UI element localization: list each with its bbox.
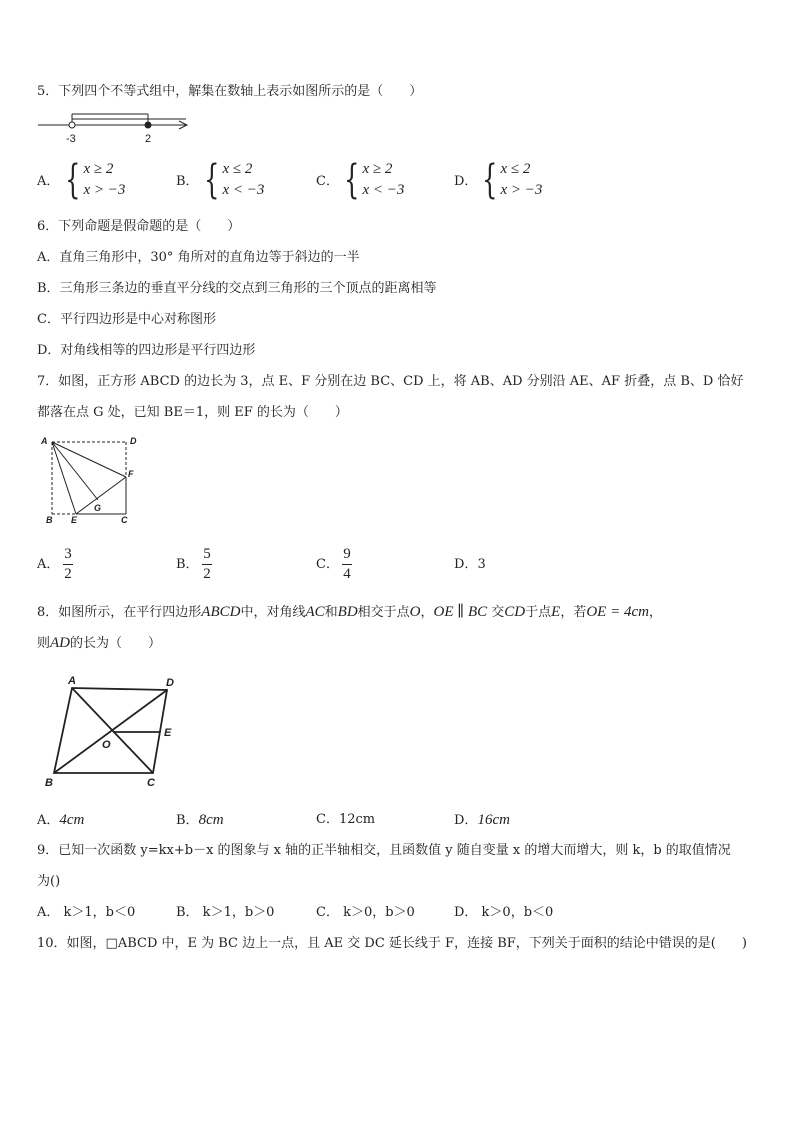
svg-text:D: D: [130, 436, 137, 446]
svg-text:B: B: [45, 777, 53, 789]
q7-option-c-letter: C．: [316, 557, 339, 572]
q5-stem: 5．下列四个不等式组中，解集在数轴上表示如图所示的是（ ）: [37, 84, 423, 99]
q9-option-d: D． k＞0，b＜0: [454, 905, 554, 920]
svg-text:E: E: [71, 515, 78, 525]
q9-stem-line2: 为(): [37, 874, 61, 889]
q5-option-d-system: { x ≤ 2 x > −3: [482, 157, 543, 203]
q7-option-a-fraction: 3 2: [64, 546, 72, 582]
q8-option-c: C．12cm: [316, 812, 376, 827]
q6-option-c: C．平行四边形是中心对称图形: [37, 312, 216, 327]
q8-option-d: D．16cm: [454, 812, 510, 828]
q7-option-c-fraction: 9 4: [343, 546, 351, 582]
svg-text:D: D: [166, 677, 174, 689]
q7-stem-line1: 7．如图，正方形 ABCD 的边长为 3，点 E、F 分别在边 BC、CD 上，将 AB、AD 分别沿 AE、AF 折叠，点 B、D 恰好: [37, 374, 744, 389]
q7-option-a-letter: A．: [37, 557, 60, 572]
q9-option-b: B． k＞1，b＞0: [176, 905, 275, 920]
svg-text:A: A: [68, 675, 76, 687]
svg-text:C: C: [147, 777, 155, 789]
q6-stem: 6．下列命题是假命题的是（ ）: [37, 219, 241, 234]
q8-stem-line1: 8．如图所示，在平行四边形ABCD中，对角线AC和BD相交于点O，OE ∥ BC 交CD于点E，若OE = 4cm，: [37, 604, 662, 620]
svg-text:G: G: [94, 503, 102, 513]
q5-option-b-letter: B．: [176, 174, 199, 189]
q9-option-c: C． k＞0，b＞0: [316, 905, 415, 920]
q7-square-figure: [36, 432, 146, 532]
q9-stem-line1: 9．已知一次函数 y=kx+b－x 的图象与 x 轴的正半轴相交，且函数值 y 随自变量 x 的增大而增大，则 k，b 的取值情况: [37, 843, 731, 858]
q9-option-a: A． k＞1，b＜0: [37, 905, 136, 920]
q8-stem-line2: 则AD的长为（ ）: [37, 635, 162, 651]
q5-option-b-system: { x ≤ 2 x < −3: [204, 157, 265, 203]
q7-option-b-fraction: 5 2: [203, 546, 211, 582]
q5-option-d-letter: D．: [454, 174, 478, 189]
q6-option-b: B．三角形三条边的垂直平分线的交点到三角形的三个顶点的距离相等: [37, 281, 437, 296]
q5-option-a-system: { x ≥ 2 x > −3: [65, 157, 126, 203]
q7-stem-line2: 都落在点 G 处，已知 BE＝1，则 EF 的长为（ ）: [37, 405, 348, 420]
svg-text:B: B: [46, 515, 53, 525]
axis-label-a: -3: [66, 133, 76, 145]
svg-text:E: E: [164, 727, 172, 739]
svg-text:O: O: [102, 739, 111, 751]
svg-text:F: F: [128, 469, 134, 479]
q8-parallelogram-figure: [40, 672, 190, 794]
q5-option-c-system: { x ≥ 2 x < −3: [344, 157, 405, 203]
axis-label-b: 2: [145, 133, 152, 145]
q6-option-a: A．直角三角形中，30° 角所对的直角边等于斜边的一半: [37, 250, 360, 265]
q5-option-c-letter: C．: [316, 174, 339, 189]
svg-text:C: C: [121, 515, 128, 525]
q7-option-d: D．3: [454, 557, 486, 572]
q5-option-a-letter: A．: [37, 174, 60, 189]
q10-stem: 10．如图，□ABCD 中，E 为 BC 边上一点，且 AE 交 DC 延长线于 F，连接 BF，下列关于面积的结论中错误的是( ): [37, 936, 747, 951]
q6-option-d: D．对角线相等的四边形是平行四边形: [37, 343, 256, 358]
q8-option-b: B．8cm: [176, 812, 224, 828]
q5-number-line: [36, 110, 196, 146]
svg-text:A: A: [41, 436, 48, 446]
q7-option-b-letter: B．: [176, 557, 199, 572]
open-point-marker: [69, 122, 75, 128]
q8-option-a: A．4cm: [37, 812, 85, 828]
closed-point-marker: [145, 122, 151, 128]
